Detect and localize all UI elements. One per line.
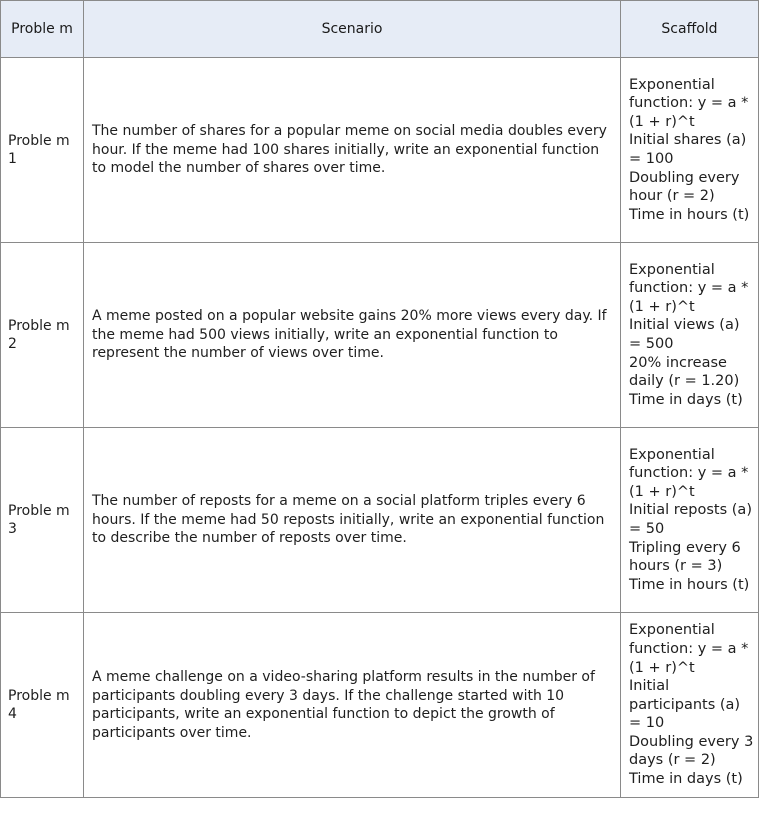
scaffold-line: Initial reposts (a) = 50 [629, 502, 752, 537]
scaffold-cell [621, 243, 759, 428]
scenario-cell: A meme challenge on a video-sharing platform results in the number of participants doubling every 3 days. If the challenge started with 10 participants, write an exponential function to depict the growth of participants over time. [84, 613, 621, 798]
scenario-cell: A meme posted on a popular website gains 20% more views every day. If the meme had 500 views initially, write an exponential function to represent the number of views over time. [84, 243, 621, 428]
table-row [1, 428, 759, 613]
scenario-cell: The number of reposts for a meme on a social platform triples every 6 hours. If the meme had 50 reposts initially, write an exponential function to describe the number of reposts over time. [84, 428, 621, 613]
scaffold-line: Exponential function: y = a * (1 + r)^t [629, 446, 749, 500]
table-row [1, 243, 759, 428]
scaffold-line: Exponential function: y = a * (1 + r)^t [629, 261, 749, 315]
problem-cell: Proble m 1 [1, 58, 84, 243]
scaffold-line: Time in hours (t) [629, 576, 750, 593]
header-problem: Proble m [1, 1, 84, 58]
scaffold-line: Exponential function: y = a * (1 + r)^t [629, 76, 749, 130]
scaffold-line: Initial shares (a) = 100 [629, 132, 747, 167]
header-scaffold: Scaffold [621, 1, 759, 58]
scaffold-line: Doubling every hour (r = 2) [629, 169, 740, 205]
scaffold-cell [621, 613, 759, 798]
scaffold-cell [621, 58, 759, 243]
scaffold-line: Tripling every 6 hours (r = 3) [629, 539, 741, 575]
scaffold-line: 20% increase daily (r = 1.20) [629, 354, 740, 390]
problem-cell: Proble m 2 [1, 243, 84, 428]
scaffold-line: Initial participants (a) = 10 [629, 678, 741, 732]
scaffold-line: Time in hours (t) [629, 206, 750, 223]
scaffold-line: Time in days (t) [629, 391, 743, 408]
scaffold-line: Exponential function: y = a * (1 + r)^t [629, 622, 749, 676]
header-scenario: Scenario [84, 1, 621, 58]
problem-cell: Proble m 3 [1, 428, 84, 613]
scenario-cell: The number of shares for a popular meme on social media doubles every hour. If the meme had 100 shares initially, write an exponential function to model the number of shares over time. [84, 58, 621, 243]
scaffold-line: Doubling every 3 days (r = 2) [629, 733, 754, 769]
scaffold-cell [621, 428, 759, 613]
table-row [1, 58, 759, 243]
scaffold-line: Time in days (t) [629, 771, 743, 788]
scaffold-line: Initial views (a) = 500 [629, 317, 740, 352]
header-row [1, 1, 759, 58]
problem-cell: Proble m 4 [1, 613, 84, 798]
table-row [1, 613, 759, 798]
